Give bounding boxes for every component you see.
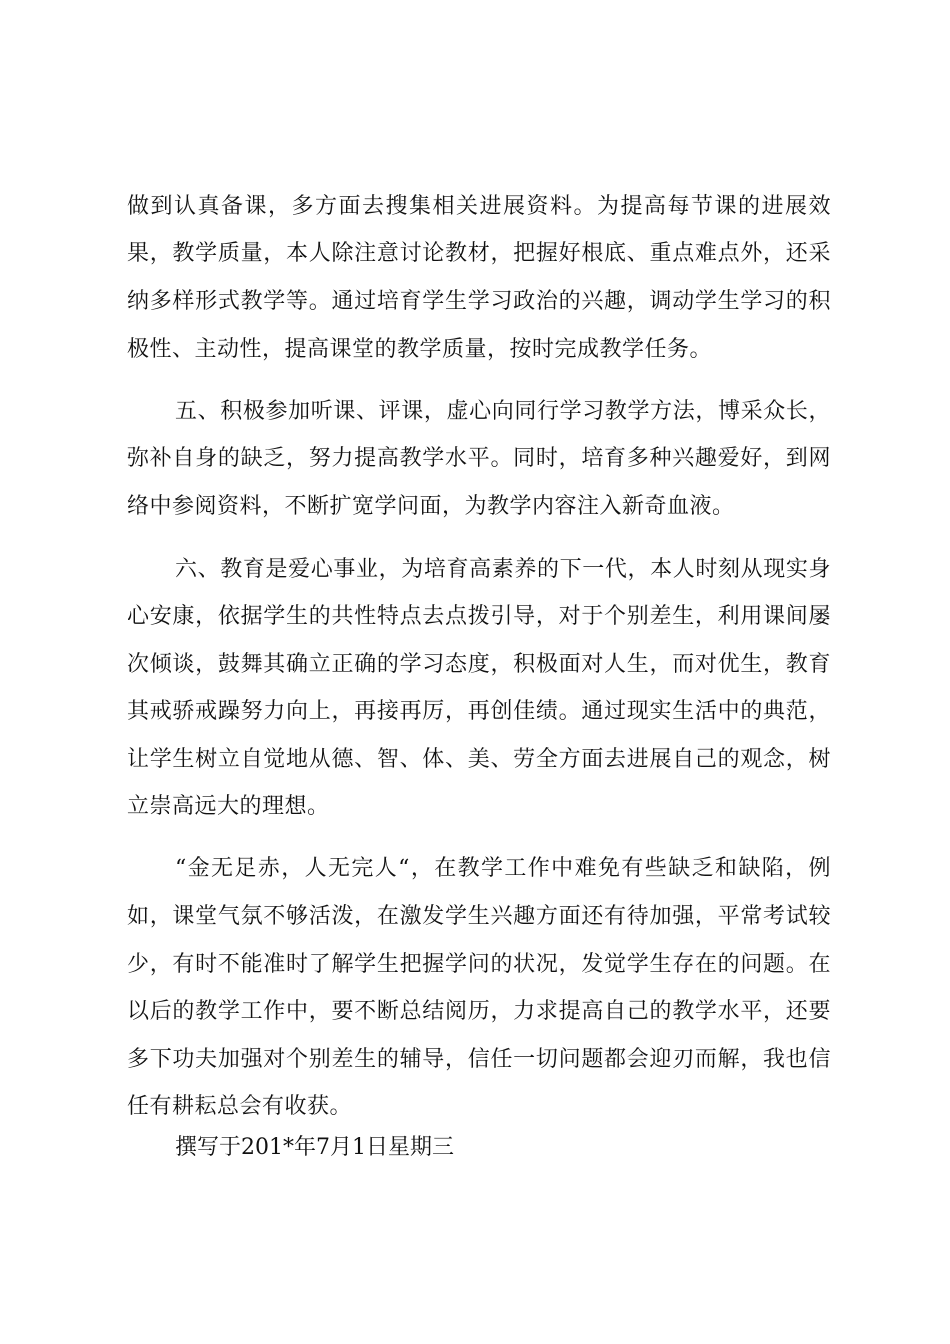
- paragraph-4-line-6: 任有耕耘总会有收获。: [127, 1094, 353, 1119]
- paragraph-3-line-5: 让学生树立自觉地从德、智、体、美、劳全方面去进展自己的观念，树: [127, 747, 831, 772]
- paragraph-3-line-6: 立崇高远大的理想。: [127, 794, 330, 819]
- paragraph-1-line-4: 极性、主动性，提高课堂的教学质量，按时完成教学任务。: [127, 337, 713, 362]
- signature-date: 撰写于201*年7月1日星期三: [175, 1135, 454, 1160]
- paragraph-4-line-2: 如，课堂气氛不够活泼，在激发学生兴趣方面还有待加强，平常考试较: [127, 904, 831, 929]
- paragraph-2-line-1: 五、积极参加听课、评课，虚心向同行学习教学方法，博采众长，: [175, 399, 831, 424]
- paragraph-3-line-2: 心安康，依据学生的共性特点去点拨引导，对于个别差生，利用课间屡: [127, 604, 831, 629]
- paragraph-3-line-1: 六、教育是爱心事业，为培育高素养的下一代，本人时刻从现实身: [175, 557, 831, 582]
- paragraph-2-line-2: 弥补自身的缺乏，努力提高教学水平。同时，培育多种兴趣爱好，到网: [127, 446, 831, 471]
- paragraph-3-line-3: 次倾谈，鼓舞其确立正确的学习态度，积极面对人生，而对优生，教育: [127, 652, 831, 677]
- paragraph-1-line-3: 纳多样形式教学等。通过培育学生学习政治的兴趣，调动学生学习的积: [127, 289, 831, 314]
- paragraph-2-line-3: 络中参阅资料，不断扩宽学问面，为教学内容注入新奇血液。: [127, 494, 735, 519]
- paragraph-4-line-5: 多下功夫加强对个别差生的辅导，信任一切问题都会迎刃而解，我也信: [127, 1047, 831, 1072]
- paragraph-1-line-2: 果，教学质量，本人除注意讨论教材，把握好根底、重点难点外，还采: [127, 241, 831, 266]
- paragraph-3-line-4: 其戒骄戒躁努力向上，再接再厉，再创佳绩。通过现实生活中的典范，: [127, 699, 831, 724]
- paragraph-4-line-3: 少，有时不能准时了解学生把握学问的状况，发觉学生存在的问题。在: [127, 952, 831, 977]
- paragraph-4-line-1: “金无足赤，人无完人“，在教学工作中难免有些缺乏和缺陷，例: [175, 856, 831, 881]
- paragraph-4-line-4: 以后的教学工作中，要不断总结阅历，力求提高自己的教学水平，还要: [127, 999, 831, 1024]
- paragraph-1-line-1: 做到认真备课，多方面去搜集相关进展资料。为提高每节课的进展效: [127, 194, 831, 219]
